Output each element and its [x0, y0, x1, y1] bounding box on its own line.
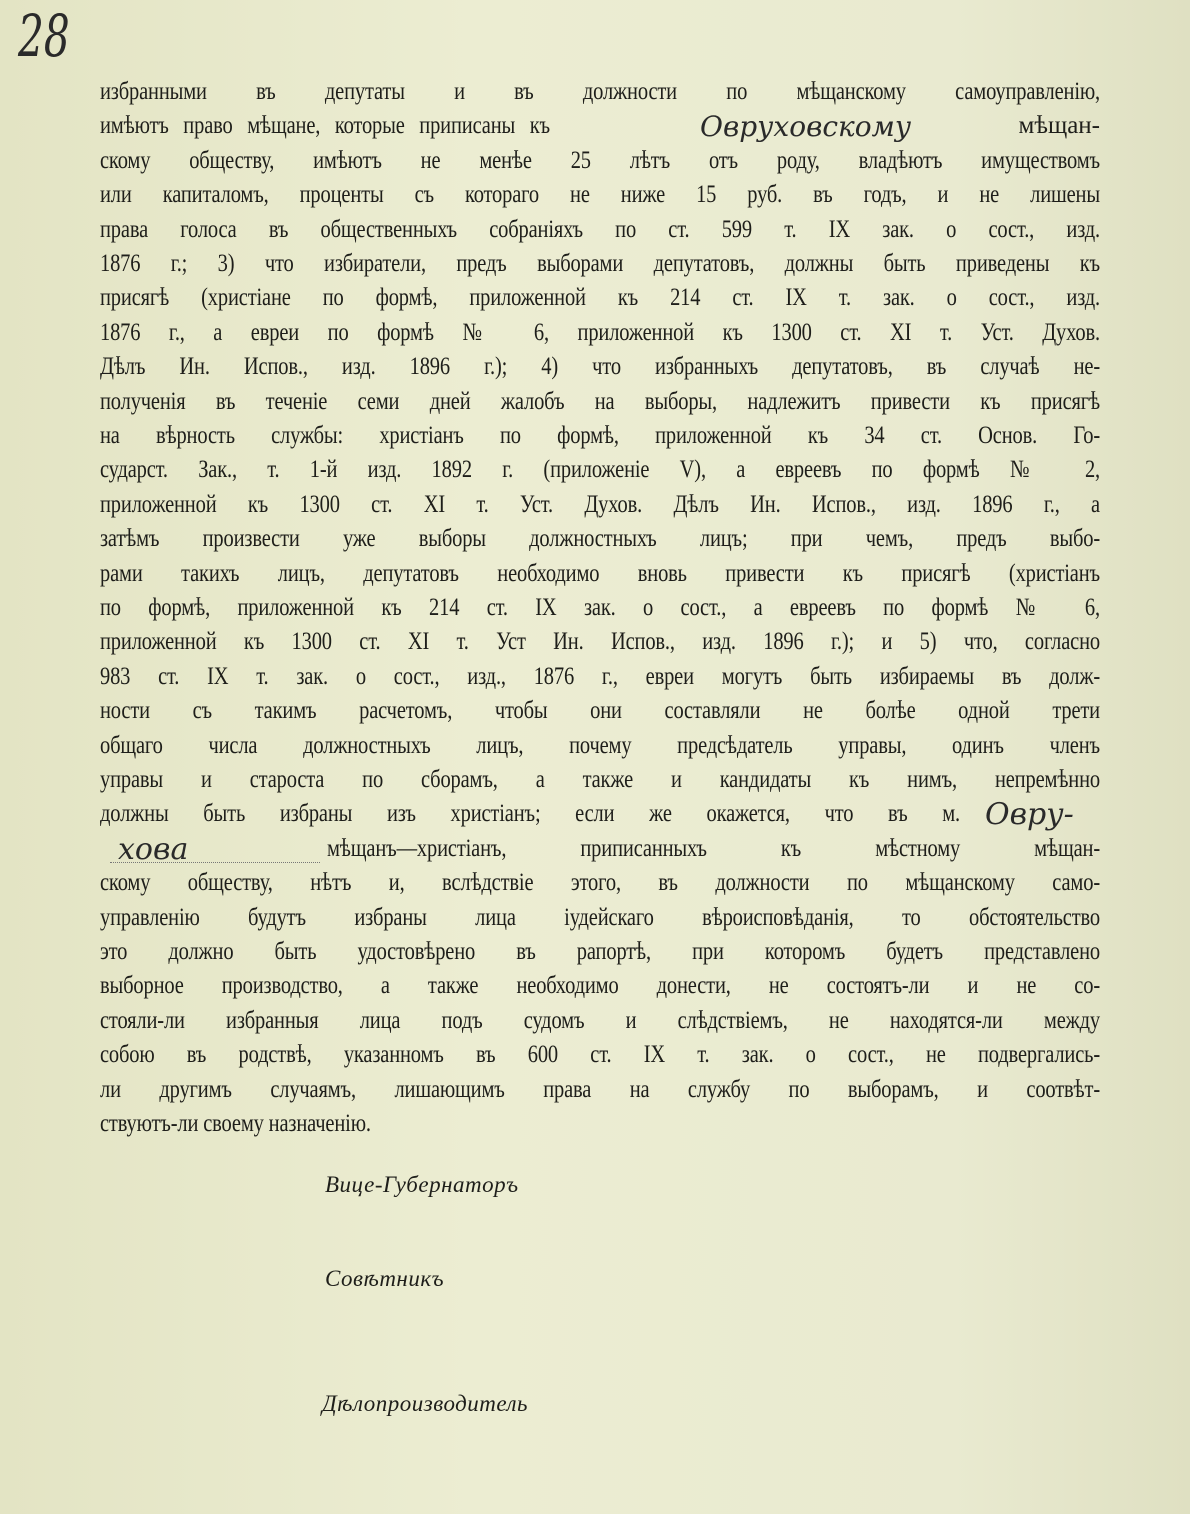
text-line-content: права голоса въ общественныхъ собраніяхъ по ст. 599 т. IX зак. о сост., изд.	[100, 215, 1100, 243]
text-line	[327, 834, 1100, 864]
text-line	[100, 249, 1100, 279]
text-line-content: присягѣ (христіане по формѣ, приложенной къ 214 ст. IX т. зак. о сост., изд.	[100, 284, 1100, 312]
handwritten-place-name: Овруховскому	[700, 110, 912, 143]
text-line	[100, 868, 1100, 898]
text-line	[100, 215, 1100, 245]
text-line-content: имѣютъ право мѣщане, которые приписаны къ	[100, 112, 550, 140]
text-line	[100, 696, 1100, 726]
text-line	[100, 77, 1100, 107]
signature-councillor: Совѣтникъ	[325, 1266, 445, 1291]
text-line	[100, 593, 1100, 623]
text-line-content: полученія въ теченіе семи дней жалобъ на выборы, надлежитъ привести къ присягѣ	[100, 387, 1100, 415]
signature-vice-governor: Вице-Губернаторъ	[325, 1172, 519, 1197]
text-line	[100, 559, 1100, 589]
text-line-content: ствуютъ-ли своему назначенію.	[100, 1110, 371, 1137]
text-line-content: рами такихъ лицъ, депутатовъ необходимо вновь привести къ присягѣ (христіанъ	[100, 559, 1100, 587]
text-line-content: общаго числа должностныхъ лицъ, почему предсѣдатель управы, одинъ членъ	[100, 731, 1100, 759]
text-line	[100, 524, 1100, 554]
text-line-content: должны быть избраны изъ христіанъ; если же окажется, что въ м.	[100, 800, 960, 828]
text-line-content: избранными въ депутаты и въ должности по мѣщанскому самоуправленію,	[100, 78, 1100, 105]
text-line	[100, 1006, 1100, 1036]
text-line-content: 983 ст. IX т. зак. о сост., изд., 1876 г., евреи могутъ быть избираемы въ долж-	[100, 662, 1100, 690]
text-line-content: стояли-ли избранныя лица подъ судомъ и слѣдствіемъ, не находятся-ли между	[100, 1006, 1100, 1034]
text-line-content: скому обществу, имѣютъ не менѣе 25 лѣтъ отъ роду, владѣютъ имуществомъ	[100, 146, 1100, 174]
text-line-tail: мѣщан-	[1018, 112, 1100, 140]
dotted-fill-line	[110, 862, 320, 863]
text-line-content: управленію будутъ избраны лица іудейскаго вѣроисповѣданія, то обстоятельство	[100, 903, 1100, 931]
text-line	[100, 387, 1100, 417]
handwritten-page-number: 28	[18, 2, 70, 70]
text-line	[100, 180, 1100, 210]
text-line	[100, 1109, 520, 1139]
text-line-content: приложенной къ 1300 ст. XI т. Уст. Духов. Дѣлъ Ин. Испов., изд. 1896 г., а	[100, 490, 1100, 518]
text-line-content: управы и староста по сборамъ, а также и кандидаты къ нимъ, непремѣнно	[100, 766, 1100, 793]
text-line	[100, 765, 1100, 795]
text-line	[100, 662, 1100, 692]
text-line	[100, 903, 1100, 933]
text-line	[100, 111, 550, 141]
handwritten-place-name-part1: Овру-	[985, 797, 1074, 832]
text-line-content: Дѣлъ Ин. Испов., изд. 1896 г.); 4) что избранныхъ депутатовъ, въ случаѣ не-	[100, 353, 1100, 381]
text-line-content: скому обществу, нѣтъ и, вслѣдствіе этого, въ должности по мѣщанскому само-	[100, 869, 1100, 897]
text-line	[100, 455, 1100, 485]
text-line-content: собою въ родствѣ, указанномъ въ 600 ст. IX т. зак. о сост., не подвергались-	[100, 1041, 1100, 1069]
text-line-content: мѣщанъ—христіанъ, приписанныхъ къ мѣстному мѣщан-	[327, 834, 1100, 862]
text-line	[100, 421, 1100, 451]
handwritten-place-name-part2: хова	[118, 832, 189, 867]
text-line	[100, 283, 1100, 313]
text-line-content: сударст. Зак., т. 1-й изд. 1892 г. (приложеніе V), а евреевъ по формѣ № 2,	[100, 456, 1100, 484]
text-line	[100, 799, 960, 829]
text-line-content: приложенной къ 1300 ст. XI т. Уст Ин. Испов., изд. 1896 г.); и 5) что, согласно	[100, 628, 1100, 656]
text-line	[100, 937, 1100, 967]
text-line-content: или капиталомъ, проценты съ котораго не ниже 15 руб. въ годъ, и не лишены	[100, 181, 1100, 209]
text-line	[100, 731, 1100, 761]
text-line-content: по формѣ, приложенной къ 214 ст. IX зак. о сост., а евреевъ по формѣ № 6,	[100, 594, 1100, 621]
text-line-content: затѣмъ произвести уже выборы должностныхъ лицъ; при чемъ, предъ выбо-	[100, 525, 1100, 553]
text-line	[100, 1075, 1100, 1105]
text-line-content: это должно быть удостовѣрено въ рапортѣ, при которомъ будетъ представлено	[100, 938, 1100, 965]
signature-clerk: Дѣлопроизводитель	[322, 1391, 529, 1416]
text-line	[100, 352, 1100, 382]
text-line	[100, 318, 1100, 348]
text-line	[100, 490, 1100, 520]
text-line-content: 1876 г., а евреи по формѣ № 6, приложенной къ 1300 ст. XI т. Уст. Духов.	[100, 318, 1100, 346]
text-line	[100, 971, 1100, 1001]
text-line	[100, 627, 1100, 657]
text-line	[100, 146, 1100, 176]
text-line-content: 1876 г.; 3) что избиратели, предъ выборами депутатовъ, должны быть приведены къ	[100, 250, 1100, 277]
text-line-content: ности съ такимъ расчетомъ, чтобы они составляли не болѣе одной трети	[100, 697, 1100, 725]
text-line-content: выборное производство, а также необходимо донести, не состоятъ-ли и не со-	[100, 972, 1100, 1000]
text-line-content: на вѣрность службы: христіанъ по формѣ, приложенной къ 34 ст. Основ. Го-	[100, 422, 1100, 449]
text-line-content: ли другимъ случаямъ, лишающимъ права на службу по выборамъ, и соотвѣт-	[100, 1075, 1100, 1103]
text-line	[100, 1040, 1100, 1070]
